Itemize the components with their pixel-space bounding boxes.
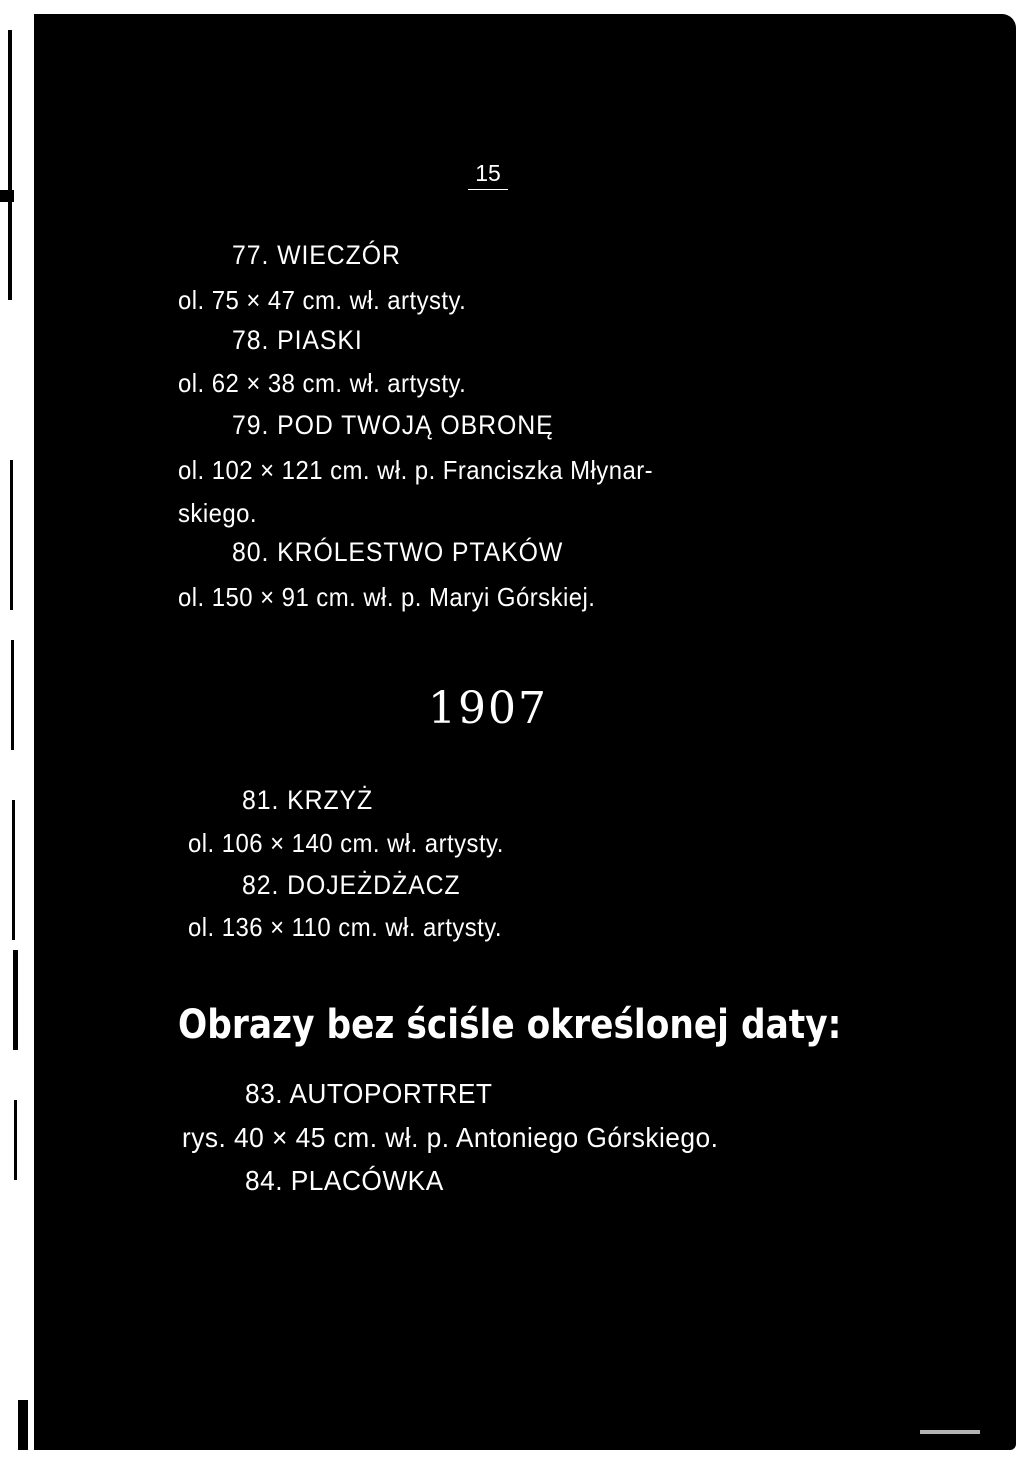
- entry-80-title: 80. KRÓLESTWO PTAKÓW: [232, 537, 564, 567]
- entry-82-title: 82. DOJEŻDŻACZ: [242, 870, 461, 900]
- entry-77-title: 77. WIECZÓR: [232, 240, 401, 270]
- entry-79-details: ol. 102 × 121 cm. wł. p. Franciszka Młynar-: [178, 455, 654, 485]
- scan-smudge: [920, 1430, 980, 1434]
- year-heading: 1907: [428, 683, 548, 734]
- entry-78-title: 78. PIASKI: [232, 325, 363, 355]
- entry-83-title: 83. AUTOPORTRET: [245, 1078, 493, 1109]
- entry-83-details: rys. 40 × 45 cm. wł. p. Antoniego Górskiego.: [182, 1122, 719, 1153]
- entry-81-details: ol. 106 × 140 cm. wł. artysty.: [188, 828, 504, 858]
- entry-81-title: 81. KRZYŻ: [242, 785, 374, 815]
- page-number: 15: [468, 160, 508, 190]
- entry-79-title: 79. POD TWOJĄ OBRONĘ: [232, 410, 554, 440]
- entry-79-details-cont: skiego.: [178, 498, 258, 528]
- entry-84-title: 84. PLACÓWKA: [245, 1165, 444, 1196]
- binding-edge: [0, 0, 34, 1464]
- entry-80-details: ol. 150 × 91 cm. wł. p. Maryi Górskiej.: [178, 582, 596, 612]
- undated-works-heading: Obrazy bez ściśle określonej daty:: [178, 1002, 842, 1048]
- entry-77-details: ol. 75 × 47 cm. wł. artysty.: [178, 285, 467, 315]
- entry-78-details: ol. 62 × 38 cm. wł. artysty.: [178, 368, 467, 398]
- entry-82-details: ol. 136 × 110 cm. wł. artysty.: [188, 912, 503, 942]
